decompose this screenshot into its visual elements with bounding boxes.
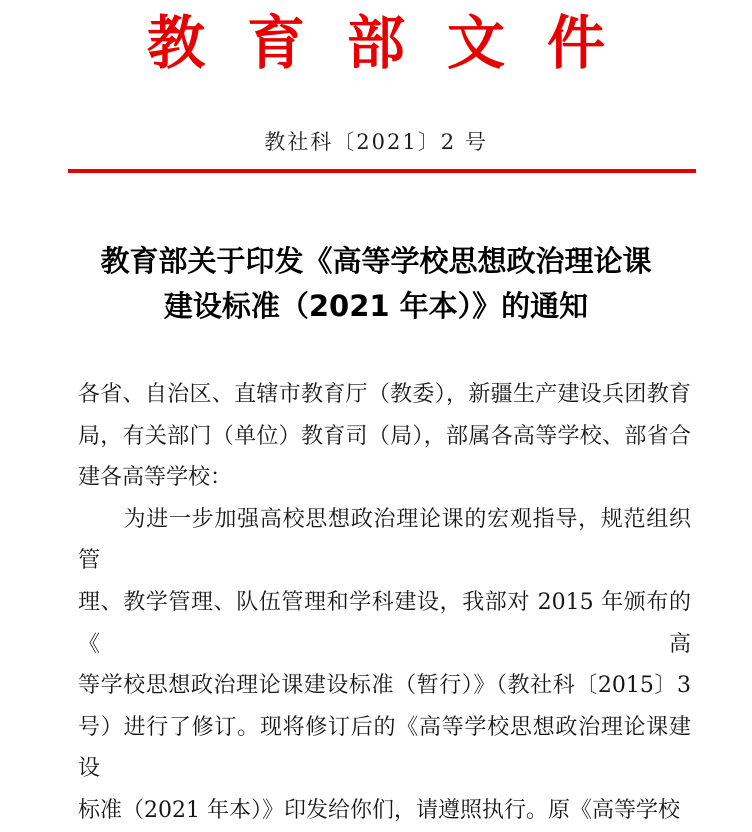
body-line: 号）进行了修订。现将修订后的《高等学校思想政治理论课建设 xyxy=(78,714,691,782)
red-divider-rule xyxy=(68,169,696,173)
letterhead-char: 部 xyxy=(346,9,405,77)
body-line: 各省、自治区、直辖市教育厅（教委），新疆生产建设兵团教育 xyxy=(78,382,691,407)
document-title-line: 建设标准（2021 年本）》的通知 xyxy=(163,289,589,323)
letterhead-char: 育 xyxy=(246,9,305,77)
body-line: 局，有关部门（单位）教育司（局），部属各高等学校、部省合 xyxy=(78,423,691,449)
body-line: 为进一步加强高校思想政治理论课的宏观指导，规范组织管 xyxy=(78,506,691,574)
letterhead-char: 教 xyxy=(146,9,205,77)
letterhead-char: 文 xyxy=(447,9,506,77)
body-line: 标准（2021 年本）》印发给你们，请遵照执行。原《高等学校 xyxy=(78,797,680,823)
letterhead-char: 件 xyxy=(547,9,606,77)
notice-paragraph xyxy=(78,499,691,832)
body-text xyxy=(78,374,691,832)
addressees-paragraph xyxy=(78,374,691,499)
letterhead-title xyxy=(0,9,752,77)
body-line: 理、教学管理、队伍管理和学科建设，我部对 2015 年颁布的《高 xyxy=(78,589,691,657)
body-line: 建各高等学校： xyxy=(78,465,233,491)
document-title-line: 教育部关于印发《高等学校思想政治理论课 xyxy=(100,244,652,278)
doc-number: 教社科〔2021〕2 号 xyxy=(264,130,488,154)
body-line: 等学校思想政治理论课建设标准（暂行）》（教社科〔2015〕3 xyxy=(78,673,691,699)
document-title xyxy=(0,239,752,329)
